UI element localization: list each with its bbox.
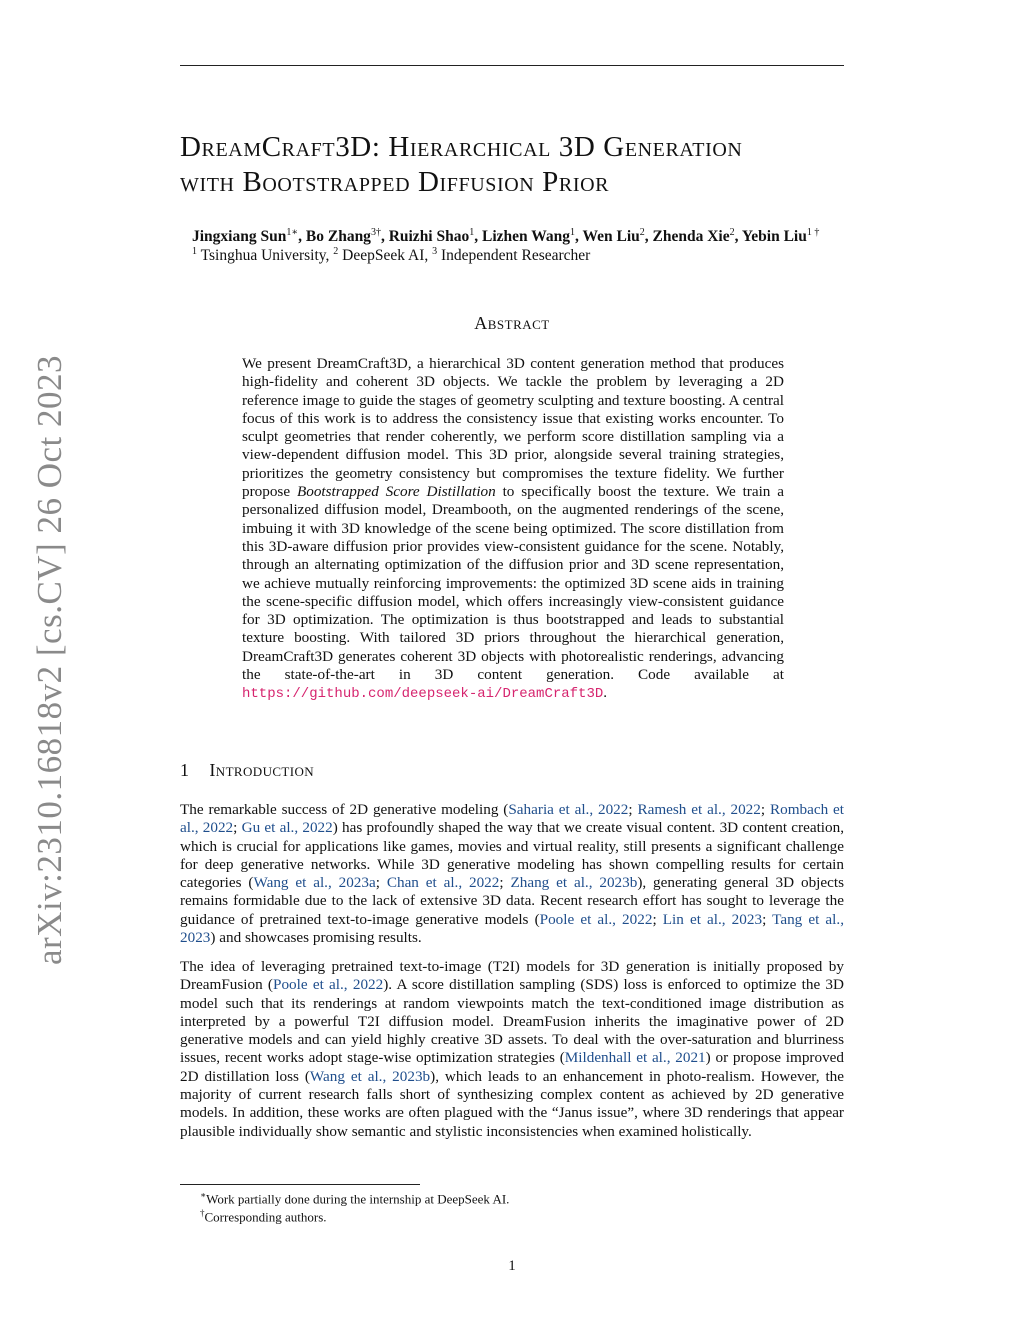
paragraph-text: ; (652, 910, 663, 928)
arxiv-identifier: arXiv:2310.16818v2 [cs.CV] 26 Oct 2023 (30, 354, 69, 966)
paragraph-text: ) and showcases promising results. (210, 929, 422, 947)
paragraph-text: ; (375, 874, 387, 892)
abstract-heading: Abstract (474, 313, 550, 333)
citation-link[interactable]: Saharia et al., 2022 (508, 801, 629, 818)
section-heading: 1 Introduction (180, 760, 315, 780)
footnote-rule (180, 1184, 420, 1185)
paper-title (180, 130, 860, 200)
citation-link[interactable]: Rombach et al., 2022 (180, 801, 844, 837)
paragraph-text: ; (499, 874, 511, 892)
author: Lizhen Wang$^1$ (481, 227, 575, 246)
header-rule (180, 65, 844, 66)
paragraph-text: ) or propose improved 2D distillation loss ( (180, 1049, 844, 1085)
author: Zhenda Xie$^2$ (652, 227, 735, 246)
paragraph-text: ; (233, 819, 242, 837)
author-list: Jingxiang Sun$^{1∗}$, Bo Zhang$^{3\dagger}$, Ruizhi Shao$^1$, Lizhen Wang$^1$, Wen Liu$^2$, Zhenda Xie$^2$, Yebin Liu$^{1 \dagger}$ (192, 227, 820, 246)
code-link[interactable]: https://github.com/deepseek-ai/DreamCraft3D (242, 686, 604, 703)
paragraph-text: The idea of leveraging pretrained text-to-image (T2I) models for 3D generation is initially proposed by DreamFusion ( (180, 958, 844, 994)
citation-link[interactable]: Poole et al., 2022 (273, 976, 384, 994)
citation-link[interactable]: Poole et al., 2022 (539, 910, 653, 928)
abstract-body: We present DreamCraft3D, a hierarchical 3D content generation method that produces high-fidelity and coherent 3D objects. We tackle the problem by leveraging a 2D reference image to guide the stages of geometry sculpting and texture boosting. A central focus of this work is to address the consistency issue that existing works encounter. To sculpt geometries that render coherently, we perform score distillation sampling via a view-dependent diffusion model. This 3D prior, alongside several training strategies, prioritizes the geometry consistency but compromises the texture fidelity. We further propose Bootstrapped Score Distillation to specifically boost the texture. We train a personalized diffusion model, Dreambooth, on the augmented renderings of the scene, imbuing it with 3D knowledge of the scene being optimized. The score distillation from this 3D-aware diffusion prior provides view-consistent guidance for the scene. Notably, through an alternating optimization of the diffusion prior and 3D scene representation, we achieve mutually reinforcing improvements: the optimized 3D scene aids in training the scene-specific diffusion model, which offers increasingly view-consistent guidance for 3D optimization. The optimization is thus bootstrapped and leads to substantial texture boosting. With tailored 3D priors throughout the hierarchical generation, DreamCraft3D generates coherent 3D objects with photorealistic renderings, advancing the state-of-the-art in 3D content generation. Code available at https://github.com/deepseek-ai/DreamCraft3D. (242, 355, 784, 703)
emphasis-text: Bootstrapped Score Distillation (296, 483, 496, 501)
citation-link[interactable]: Gu et al., 2022 (241, 819, 333, 837)
paragraph-text: ; (760, 801, 770, 818)
author: Bo Zhang$^{3\dagger}$ (305, 227, 381, 246)
citation-link[interactable]: Ramesh et al., 2022 (637, 801, 761, 818)
footnote: †Corresponding authors. (200, 1208, 327, 1225)
citation-link[interactable]: Tang et al., 2023 (180, 910, 844, 947)
paragraph-text: ; (762, 910, 773, 928)
paragraph-text: ), which leads to an enhancement in photo-realism. However, the majority of current research falls short of synthesizing complex content as achieved by 2D generative models. In addition, these works are often plagued with the “Janus issue”, where 3D renderings that appear plausible individually show semantic and stylistic inconsistencies when examined holistically. (180, 1067, 845, 1140)
intro-paragraph-1 (180, 801, 844, 947)
paragraph-text: ), generating general 3D objects remains formidable due to the lack of extensive 3D data. Recent research effort has sought to leverage the guidance of pretrained text-to-image generative models ( (180, 874, 844, 928)
intro-paragraph-2 (180, 958, 844, 1141)
title-line-1: DreamCraft3D: Hierarchical 3D Generation (180, 131, 743, 163)
page-number: 1 (508, 1258, 516, 1274)
title-line-2: with Bootstrapped Diffusion Prior (180, 166, 610, 198)
author: Ruizhi Shao$^1$ (388, 227, 475, 246)
citation-link[interactable]: Zhang et al., 2023b (510, 874, 638, 892)
author: Wen Liu$^2$ (582, 227, 645, 246)
citation-link[interactable]: Chan et al., 2022 (386, 874, 500, 892)
paragraph-text: ) has profoundly shaped the way that we create visual content. 3D content creation, which is crucial for applications like games, movies and virtual reality, still presents a significant challenge for deep generative networks. While 3D generative modeling has shown compelling results for certain categories ( (180, 819, 844, 892)
citation-link[interactable]: Wang et al., 2023a (253, 874, 376, 892)
citation-link[interactable]: Mildenhall et al., 2021 (564, 1049, 706, 1067)
citation-link[interactable]: Lin et al., 2023 (662, 910, 763, 928)
author: Jingxiang Sun$^{1∗}$ (192, 227, 299, 246)
citation-link[interactable]: Wang et al., 2023b (309, 1067, 431, 1085)
paragraph-text: ). A score distillation sampling (SDS) loss is enforced to optimize the 3D model such that its renderings at random viewpoints match the text-conditioned image distribution as interpreted by a powerful T2I diffusion model. DreamFusion inherits the imaginative power of 2D generative models and can yield highly creative 3D assets. To deal with the over-saturation and blurriness issues, recent works adopt stage-wise optimization strategies ( (180, 976, 844, 1067)
paragraph-text: ; (628, 801, 638, 818)
footnote: ∗Work partially done during the internship at DeepSeek AI. (200, 1190, 510, 1207)
author: Yebin Liu$^{1 \dagger}$ (741, 227, 820, 246)
paragraph-text: The remarkable success of 2D generative modeling ( (180, 801, 509, 818)
affiliations: $^1$ Tsinghua University, $^2$ DeepSeek AI, $^3$ Independent Researcher (192, 246, 591, 265)
